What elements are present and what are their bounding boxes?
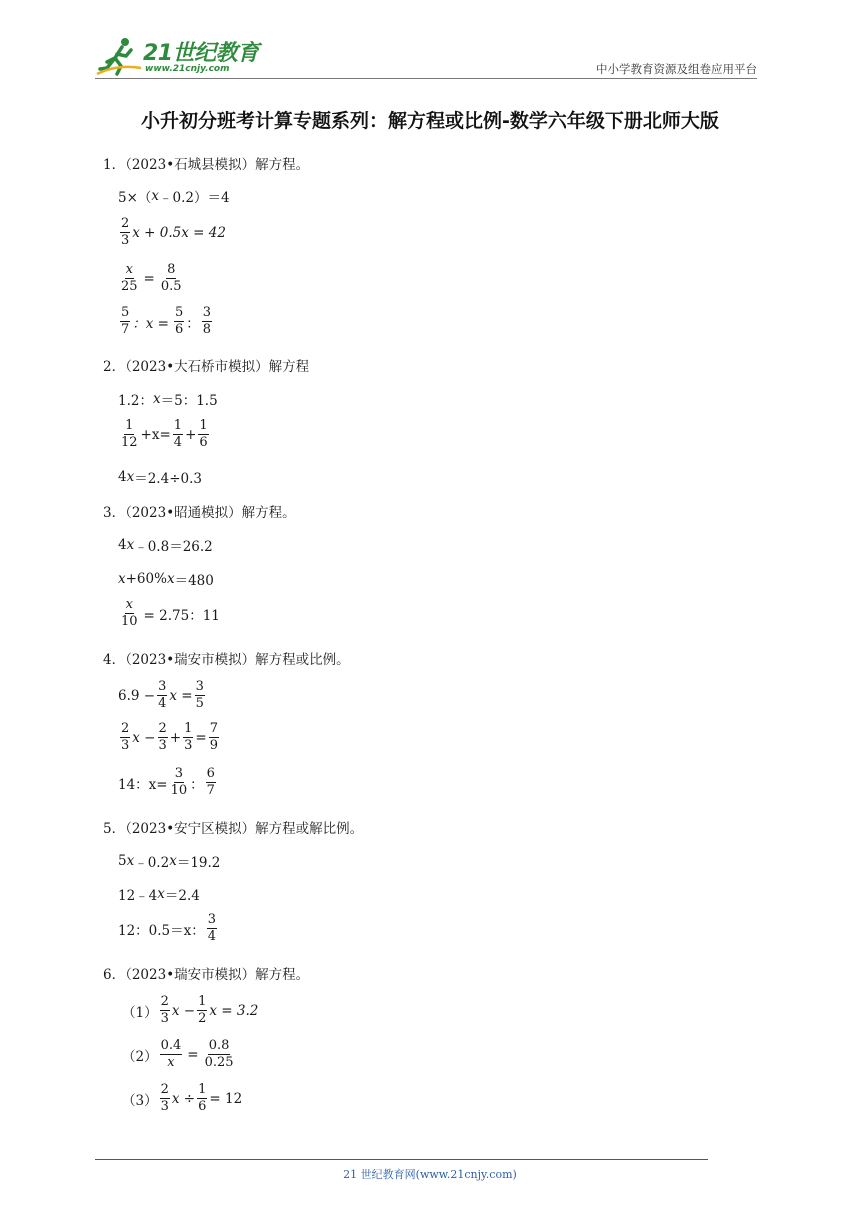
item-number: （3） bbox=[122, 1092, 158, 1109]
fraction bbox=[173, 419, 183, 451]
var-x: x bbox=[151, 188, 160, 204]
denominator: 10 bbox=[170, 783, 188, 799]
footer-divider bbox=[95, 1159, 708, 1160]
denominator: 3 bbox=[160, 1099, 169, 1115]
text: ＝5：1.5 bbox=[160, 393, 218, 409]
fraction bbox=[160, 1083, 170, 1115]
denominator: 25 bbox=[121, 279, 138, 295]
fraction bbox=[160, 995, 170, 1027]
var-x: x bbox=[166, 571, 175, 587]
denominator: 9 bbox=[209, 738, 218, 754]
fraction bbox=[174, 306, 184, 338]
q6-line-3 bbox=[122, 1083, 242, 1115]
q4-line-1 bbox=[118, 680, 207, 712]
numerator: 8 bbox=[166, 263, 176, 279]
text: ＝2.4÷0.3 bbox=[134, 471, 202, 487]
var-x: x bbox=[157, 886, 165, 902]
denominator: 8 bbox=[202, 322, 212, 338]
q4-line-3 bbox=[118, 767, 218, 799]
numerator: 5 bbox=[174, 306, 184, 322]
fraction bbox=[160, 263, 183, 295]
fraction bbox=[195, 680, 205, 712]
denominator: 7 bbox=[206, 783, 215, 799]
numerator: 1 bbox=[173, 419, 183, 435]
expression: x + 0.5x = 42 bbox=[132, 224, 226, 241]
fraction bbox=[120, 722, 130, 754]
numerator: 1 bbox=[198, 419, 208, 435]
page-title: 小升初分班考计算专题系列：解方程或比例-数学六年级下册北师大版 bbox=[141, 110, 719, 132]
numerator: 3 bbox=[157, 680, 167, 696]
fraction bbox=[183, 722, 193, 754]
text: 4 bbox=[118, 537, 127, 553]
fraction bbox=[197, 1083, 207, 1115]
var-x: x bbox=[126, 469, 135, 485]
header-divider bbox=[95, 78, 757, 79]
q5-line-3 bbox=[118, 913, 219, 945]
q1-line-1 bbox=[118, 186, 230, 206]
logo-text: 21世纪教育 bbox=[143, 41, 259, 66]
text: ﹣0.2）＝4 bbox=[159, 190, 230, 206]
denominator: 4 bbox=[173, 435, 183, 451]
denominator: 6 bbox=[198, 1099, 207, 1115]
operator: = bbox=[143, 270, 155, 287]
operator: = bbox=[195, 729, 207, 746]
platform-name: 中小学教育资源及组卷应用平台 bbox=[596, 62, 757, 76]
var-x: x bbox=[118, 571, 126, 587]
expression: 6.9 − bbox=[118, 687, 156, 704]
denominator: 3 bbox=[184, 738, 193, 754]
q3-line-1 bbox=[118, 535, 213, 555]
page-header bbox=[95, 30, 757, 80]
operator: = 12 bbox=[209, 1090, 243, 1107]
question-6-label: 6．（2023•瑞安市模拟）解方程。 bbox=[103, 967, 310, 983]
denominator: 3 bbox=[121, 738, 130, 754]
question-2-label: 2．（2023•大石桥市模拟）解方程 bbox=[103, 359, 310, 375]
denominator: 7 bbox=[121, 322, 130, 338]
fraction bbox=[158, 722, 168, 754]
text: 5 bbox=[118, 853, 127, 869]
var-x: x bbox=[152, 391, 161, 407]
q1-line-2 bbox=[118, 217, 226, 249]
numerator: 6 bbox=[206, 767, 216, 783]
numerator: x bbox=[125, 263, 134, 279]
denominator: 4 bbox=[158, 696, 167, 712]
denominator: 4 bbox=[207, 929, 217, 945]
numerator: x bbox=[125, 598, 134, 614]
numerator: 1 bbox=[183, 722, 193, 738]
denominator: 6 bbox=[199, 435, 208, 451]
fraction bbox=[209, 722, 219, 754]
fraction bbox=[120, 598, 139, 630]
denominator: 3 bbox=[160, 1011, 169, 1027]
logo-url: www.21cnjy.com bbox=[145, 64, 230, 74]
operator: +x= bbox=[140, 426, 171, 443]
operator: x = bbox=[169, 687, 193, 704]
denominator: 5 bbox=[195, 696, 204, 712]
fraction bbox=[197, 995, 207, 1027]
numerator: 1 bbox=[197, 995, 207, 1011]
denominator: 12 bbox=[121, 435, 138, 451]
numerator: 2 bbox=[160, 1083, 170, 1099]
operator: x − bbox=[132, 729, 156, 746]
text: ﹣0.2 bbox=[134, 855, 170, 871]
operator: + bbox=[169, 729, 182, 746]
operator: ： bbox=[186, 315, 200, 332]
text: 1.2： bbox=[118, 393, 153, 409]
operator: x ÷ bbox=[171, 1090, 196, 1107]
text: 5×（ bbox=[118, 190, 152, 206]
denominator: 3 bbox=[158, 738, 167, 754]
numerator: 2 bbox=[160, 995, 170, 1011]
logo bbox=[95, 34, 265, 78]
denominator: 6 bbox=[175, 322, 184, 338]
question-4-label: 4．（2023•瑞安市模拟）解方程或比例。 bbox=[103, 652, 350, 668]
operator: ：x = bbox=[132, 315, 169, 332]
denominator: x bbox=[167, 1055, 175, 1071]
numerator: 5 bbox=[120, 306, 130, 322]
fraction bbox=[157, 680, 167, 712]
var-x: x bbox=[169, 853, 177, 869]
q3-line-3 bbox=[118, 598, 220, 630]
fraction bbox=[204, 1039, 235, 1071]
question-5-label: 5．（2023•安宁区模拟）解方程或解比例。 bbox=[103, 821, 364, 837]
fraction bbox=[207, 913, 217, 945]
text: ﹣0.8＝26.2 bbox=[134, 539, 213, 555]
q2-line-1 bbox=[118, 389, 218, 409]
numerator: 0.4 bbox=[160, 1039, 183, 1055]
fraction bbox=[206, 767, 216, 799]
numerator: 1 bbox=[124, 419, 134, 435]
numerator: 2 bbox=[120, 217, 130, 233]
expression: 12：0.5＝x： bbox=[118, 922, 205, 939]
q4-line-2 bbox=[118, 722, 221, 754]
var-x: x bbox=[126, 853, 135, 869]
expression: = 2.75：11 bbox=[143, 607, 220, 624]
item-number: （2） bbox=[122, 1048, 158, 1065]
q3-line-2 bbox=[118, 569, 214, 589]
text: 4 bbox=[118, 469, 127, 485]
fraction bbox=[170, 767, 189, 799]
q2-line-2 bbox=[118, 419, 211, 451]
item-number: （1） bbox=[122, 1004, 158, 1021]
fraction bbox=[198, 419, 208, 451]
q1-line-4 bbox=[118, 306, 214, 338]
numerator: 1 bbox=[197, 1083, 207, 1099]
question-1-label: 1．（2023•石城县模拟）解方程。 bbox=[103, 157, 310, 173]
operator: x = 3.2 bbox=[209, 1002, 259, 1019]
fraction bbox=[120, 217, 130, 249]
denominator: 10 bbox=[121, 614, 138, 630]
question-3-label: 3．（2023•昭通模拟）解方程。 bbox=[103, 505, 296, 521]
fraction bbox=[120, 306, 130, 338]
numerator: 3 bbox=[174, 767, 184, 783]
runner-logo-icon bbox=[95, 34, 143, 78]
expression: 14：x= bbox=[118, 776, 168, 793]
operator: x − bbox=[171, 1002, 196, 1019]
numerator: 3 bbox=[202, 306, 212, 322]
operator: + bbox=[185, 426, 197, 443]
fraction bbox=[160, 1039, 183, 1071]
denominator: 0.5 bbox=[160, 279, 182, 295]
text: 12﹣4 bbox=[118, 888, 158, 904]
operator: = bbox=[187, 1046, 199, 1063]
operator: ： bbox=[190, 776, 204, 793]
q2-line-3 bbox=[118, 467, 202, 487]
numerator: 3 bbox=[195, 680, 205, 696]
denominator: 2 bbox=[198, 1011, 207, 1027]
numerator: 0.8 bbox=[208, 1039, 231, 1055]
q1-line-3 bbox=[118, 263, 185, 295]
denominator: 0.25 bbox=[204, 1055, 234, 1071]
text: ＝2.4 bbox=[164, 888, 200, 904]
denominator: 3 bbox=[121, 233, 130, 249]
q5-line-1 bbox=[118, 851, 220, 871]
numerator: 3 bbox=[207, 913, 217, 929]
var-x: x bbox=[126, 537, 135, 553]
q5-line-2 bbox=[118, 884, 200, 904]
text: ＝19.2 bbox=[176, 855, 221, 871]
fraction bbox=[202, 306, 212, 338]
q6-line-2 bbox=[122, 1039, 237, 1071]
text: ＝480 bbox=[174, 573, 214, 589]
fraction bbox=[120, 263, 139, 295]
fraction bbox=[120, 419, 139, 451]
numerator: 7 bbox=[209, 722, 219, 738]
text: +60% bbox=[125, 571, 167, 587]
footer-text: 21 世纪教育网(www.21cnjy.com) bbox=[343, 1168, 517, 1181]
q6-line-1 bbox=[122, 995, 258, 1027]
numerator: 2 bbox=[158, 722, 168, 738]
numerator: 2 bbox=[120, 722, 130, 738]
